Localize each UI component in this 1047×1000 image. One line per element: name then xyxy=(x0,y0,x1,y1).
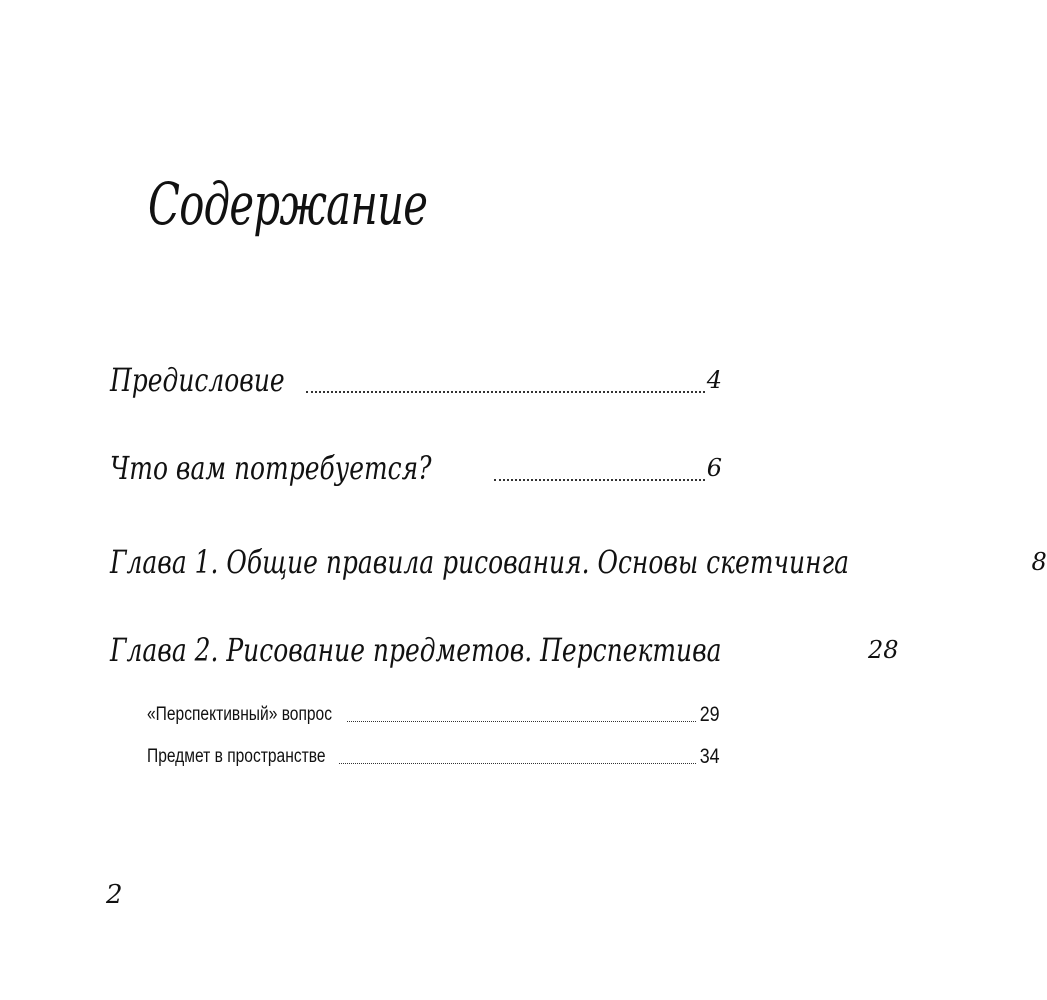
toc-entry-page-number: 8 xyxy=(1031,548,1047,576)
toc-subentry-page-number: 34 xyxy=(699,745,720,768)
toc-entry-requirements[interactable] xyxy=(110,448,722,488)
toc-entry-chapter-2[interactable] xyxy=(110,630,899,670)
toc-entry-label: Глава 1. Общие правила рисования. Основы скетчинга xyxy=(110,543,850,581)
dot-leader xyxy=(494,479,705,481)
toc-subentry-label: Предмет в пространстве xyxy=(147,746,326,767)
toc-subentry-object-in-space[interactable] xyxy=(147,745,721,769)
toc-subentry-label: «Перспективный» вопрос xyxy=(147,704,333,725)
page-number: 2 xyxy=(106,880,123,910)
toc-entry-preface[interactable] xyxy=(110,360,722,400)
toc-entry-page-number: 6 xyxy=(706,454,722,482)
page-title: Содержание xyxy=(148,170,428,238)
dot-leader xyxy=(339,763,696,764)
toc-subentry-page-number: 29 xyxy=(699,703,720,726)
toc-entry-label: Что вам потребуется? xyxy=(110,449,432,487)
dot-leader xyxy=(347,721,696,722)
dot-leader xyxy=(306,391,705,393)
toc-entry-page-number: 4 xyxy=(706,366,722,394)
toc-entry-label: Предисловие xyxy=(110,361,285,399)
toc-entry-page-number: 28 xyxy=(867,636,899,664)
toc-entry-label: Глава 2. Рисование предметов. Перспектива xyxy=(110,631,722,669)
toc-subentry-perspective-question[interactable] xyxy=(147,703,721,727)
toc-entry-chapter-1[interactable] xyxy=(110,542,1047,582)
